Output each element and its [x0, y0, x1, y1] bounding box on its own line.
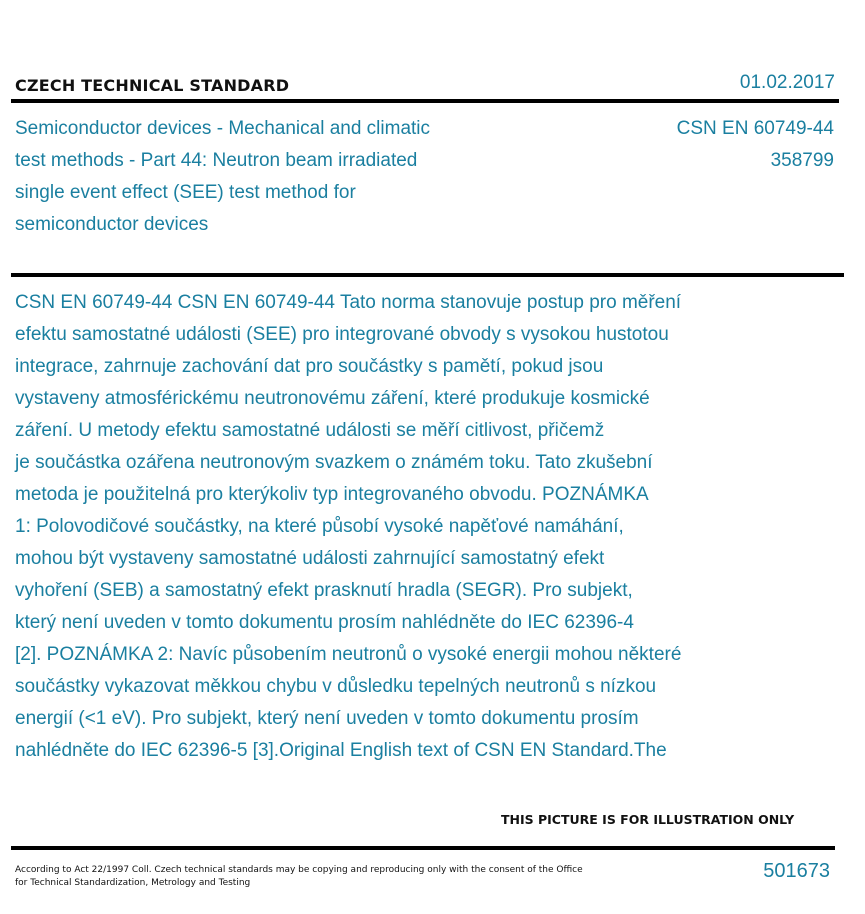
title-divider [11, 273, 844, 277]
header-divider [11, 99, 839, 103]
title-line: semiconductor devices [15, 214, 209, 235]
legal-notice [15, 864, 595, 890]
title-line: Semiconductor devices - Mechanical and climatic [15, 118, 431, 139]
standard-label: CZECH TECHNICAL STANDARD [15, 76, 290, 95]
standard-code: CSN EN 60749-44 [676, 118, 834, 139]
footer-divider [11, 846, 835, 850]
illustration-note: THIS PICTURE IS FOR ILLUSTRATION ONLY [501, 812, 795, 827]
publication-date: 01.02.2017 [739, 72, 835, 93]
standard-title [15, 113, 505, 241]
legal-line: for Technical Standardization, Metrology and Testing [15, 878, 251, 888]
document-number: 501673 [763, 860, 830, 882]
title-line: test methods - Part 44: Neutron beam irradiated [15, 150, 418, 171]
catalog-number: 358799 [770, 150, 834, 171]
legal-line: According to Act 22/1997 Coll. Czech technical standards may be copying and reproducing only with the consent of the Office [15, 865, 583, 875]
title-line: single event effect (SEE) test method for [15, 182, 356, 203]
abstract-text: CSN EN 60749-44 CSN EN 60749-44 Tato norma stanovuje postup pro měření efektu samostatné události (SEE) pro integrované obvody s vysokou hustotou integrace, zahrnuje zachování dat pro součástky s pamětí, pokud jsou vystaveny atmosférickému neutronovému záření, které produkuje kosmické záření. U metody efektu samostatné události se měří citlivost, přičemž je součástka ozářena neutronovým svazkem o známém toku. Tato zkušební metoda je použitelná pro kterýkoliv typ integrovaného obvodu. POZNÁMKA 1: Polovodičové součástky, na které působí vysoké napěťové namáhání, mohou být vystaveny samostatné události zahrnující samostatný efekt vyhoření (SEB) a samostatný efekt prasknutí hradla (SEGR). Pro subjekt, který není uveden v tomto dokumentu prosím nahlédněte do IEC 62396-4 [2]. POZNÁMKA 2: Navíc působením neutronů o vysoké energii mohou některé součástky vykazovat měkkou chybu v důsledku tepelných neutronů s nízkou energií (<1 eV). Pro subjekt, který není uveden v tomto dokumentu prosím nahlédněte do IEC 62396-5 [3].Original English text of CSN EN Standard.The [15, 292, 682, 761]
standard-identifiers [677, 113, 834, 177]
